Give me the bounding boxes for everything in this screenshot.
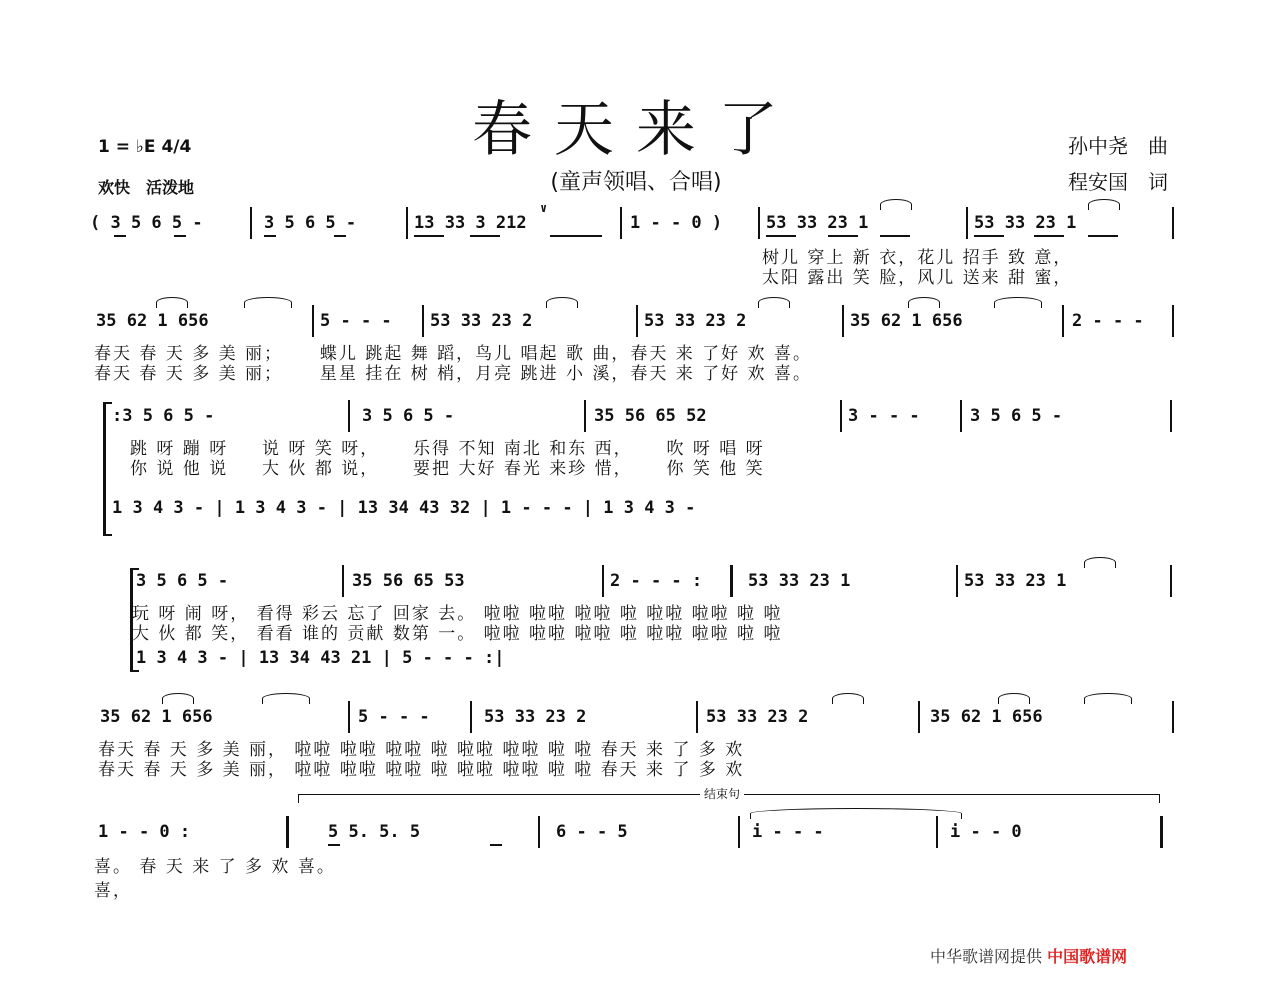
note-group: 53 33 23 1: [748, 571, 851, 591]
lyric-verse-1: 树儿 穿上 新 衣，花儿 招手 致 意，: [762, 248, 1073, 268]
barline: [1062, 305, 1064, 337]
barline: [842, 305, 844, 337]
barline: [1160, 816, 1163, 848]
barline: [1172, 207, 1174, 239]
footer-watermark: [930, 944, 1127, 967]
note-group: 5 5. 5. 5: [328, 822, 421, 842]
barline: [1170, 400, 1172, 432]
barline: [422, 305, 424, 337]
lyric-verse-1: 喜。 春 天 来 了 多 欢 喜。: [94, 857, 336, 877]
note-group: i - - -: [752, 822, 824, 842]
barline: [538, 816, 540, 848]
lyric-verse-1: 春天 春 天 多 美 丽； 蝶儿 跳起 舞 蹈，鸟儿 唱起 歌 曲，春天 来 了好 欢 喜。: [94, 344, 812, 364]
lyric-verse-2: 喜，: [94, 881, 132, 901]
note-group: 3 5 6 5 -: [362, 406, 455, 426]
note-group: 53 33 23 1: [766, 213, 869, 233]
lyric-verse-1: 玩 呀 闹 呀， 看得 彩云 忘了 回家 去。 啦啦 啦啦 啦啦 啦 啦啦 啦啦 啦 啦: [132, 604, 783, 624]
note-group: 53 33 23 2: [706, 707, 809, 727]
note-group: 1 - - 0 :: [98, 822, 191, 842]
notation-line: [90, 699, 1180, 733]
barline: [1170, 565, 1172, 597]
note-group: ( 3 5 6 5 -: [90, 213, 203, 233]
tempo-marking: 欢快 活泼地: [98, 178, 195, 197]
note-group: 35 56 65 53: [352, 571, 465, 591]
barline: [250, 207, 252, 239]
composer-credit: 孙中尧 曲: [1068, 134, 1168, 158]
barline: [966, 207, 968, 239]
barline: [840, 400, 842, 432]
note-group: :3 5 6 5 -: [112, 406, 215, 426]
note-group: 53 33 23 2: [644, 311, 747, 331]
song-title: 春天来了: [472, 95, 800, 165]
notation-line: [90, 814, 1180, 848]
note-group: 6 - - 5: [556, 822, 628, 842]
lyric-verse-1: 春天 春 天 多 美 丽， 啦啦 啦啦 啦啦 啦 啦啦 啦啦 啦 啦 春天 来 了 多 欢: [98, 740, 745, 760]
note-group: 3 5 6 5 -: [264, 213, 357, 233]
note-group: 2 - - - :: [610, 571, 703, 591]
lyricist-credit: 程安国 词: [1068, 170, 1168, 194]
note-group: 53 33 23 1: [974, 213, 1077, 233]
note-group: 3 5 6 5 -: [970, 406, 1063, 426]
barline: [738, 816, 740, 848]
note-group: 5 - - -: [358, 707, 430, 727]
barline: [1172, 305, 1174, 337]
note-group: 3 5 6 5 -: [136, 571, 229, 591]
footer-brand: 中国歌谱网: [1047, 947, 1128, 966]
barline: [312, 305, 314, 337]
notation-line: ( 3 5 6 5 - 3 5 6 5 - 13 33 3 212 1 - - 0 ) 53 33 23 1 53 33 23 1 ∨: [90, 205, 1180, 239]
notation-line: [136, 640, 1226, 674]
note-group: 53 33 23 2: [484, 707, 587, 727]
barline: [584, 400, 586, 432]
barline: [342, 565, 344, 597]
barline: [758, 207, 760, 239]
barline: [348, 701, 350, 733]
note-group: 1 3 4 3 - | 13 34 43 21 | 5 - - - :|: [136, 648, 505, 668]
lyric-verse-1: 跳 呀 蹦 呀 说 呀 笑 呀， 乐得 不知 南北 和东 西， 吹 呀 唱 呀: [130, 439, 765, 459]
barline: [696, 701, 698, 733]
notation-line: [112, 490, 1202, 524]
note-group: 53 33 23 2: [430, 311, 533, 331]
barline: [730, 565, 733, 597]
note-group: 3 - - -: [848, 406, 920, 426]
lyric-verse-2: 春天 春 天 多 美 丽， 啦啦 啦啦 啦啦 啦 啦啦 啦啦 啦 啦 春天 来 了 多 欢: [98, 760, 745, 780]
lyric-verse-2: 太阳 露出 笑 脸，风儿 送来 甜 蜜，: [762, 268, 1073, 288]
barline: [406, 207, 408, 239]
barline: [918, 701, 920, 733]
note-group: 35 62 1 656: [850, 311, 963, 331]
key-signature: 1 = ♭E 4/4: [98, 137, 192, 157]
barline: [936, 816, 938, 848]
lyric-verse-2: 大 伙 都 笑， 看看 谁的 贡献 数第 一。 啦啦 啦啦 啦啦 啦 啦啦 啦啦 啦 啦: [132, 624, 783, 644]
barline: [956, 565, 958, 597]
barline: [348, 400, 350, 432]
footer-text: 中华歌谱网提供: [930, 947, 1043, 966]
note-group: 1 - - 0 ): [630, 213, 723, 233]
lyric-verse-2: 春天 春 天 多 美 丽； 星星 挂在 树 梢，月亮 跳进 小 溪，春天 来 了好 欢 喜。: [94, 364, 812, 384]
barline: [602, 565, 604, 597]
note-group: 5 - - -: [320, 311, 392, 331]
barline: [636, 305, 638, 337]
lyric-verse-2: 你 说 他 说 大 伙 都 说， 要把 大好 春光 来珍 惜， 你 笑 他 笑: [130, 459, 765, 479]
ending-label: 结束句: [700, 785, 744, 802]
barline: [470, 701, 472, 733]
note-group: 53 33 23 1: [964, 571, 1067, 591]
notation-line: [112, 398, 1202, 432]
note-group: 35 62 1 656: [100, 707, 213, 727]
song-subtitle: (童声领唱、合唱): [550, 170, 722, 195]
note-group: 35 62 1 656: [96, 311, 209, 331]
note-group: 13 33 3 212: [414, 213, 527, 233]
part-brace: [103, 402, 112, 536]
barline: [960, 400, 962, 432]
note-group: i - - 0: [950, 822, 1022, 842]
barline: [286, 816, 289, 848]
note-group: 1 3 4 3 - | 1 3 4 3 - | 13 34 43 32 | 1 - - - | 1 3 4 3 -: [112, 498, 696, 518]
note-group: 35 62 1 656: [930, 707, 1043, 727]
notation-line: [90, 303, 1180, 337]
note-group: 2 - - -: [1072, 311, 1144, 331]
note-group: 35 56 65 52: [594, 406, 707, 426]
notation-line: [136, 563, 1226, 597]
barline: [1172, 701, 1174, 733]
barline: [620, 207, 622, 239]
